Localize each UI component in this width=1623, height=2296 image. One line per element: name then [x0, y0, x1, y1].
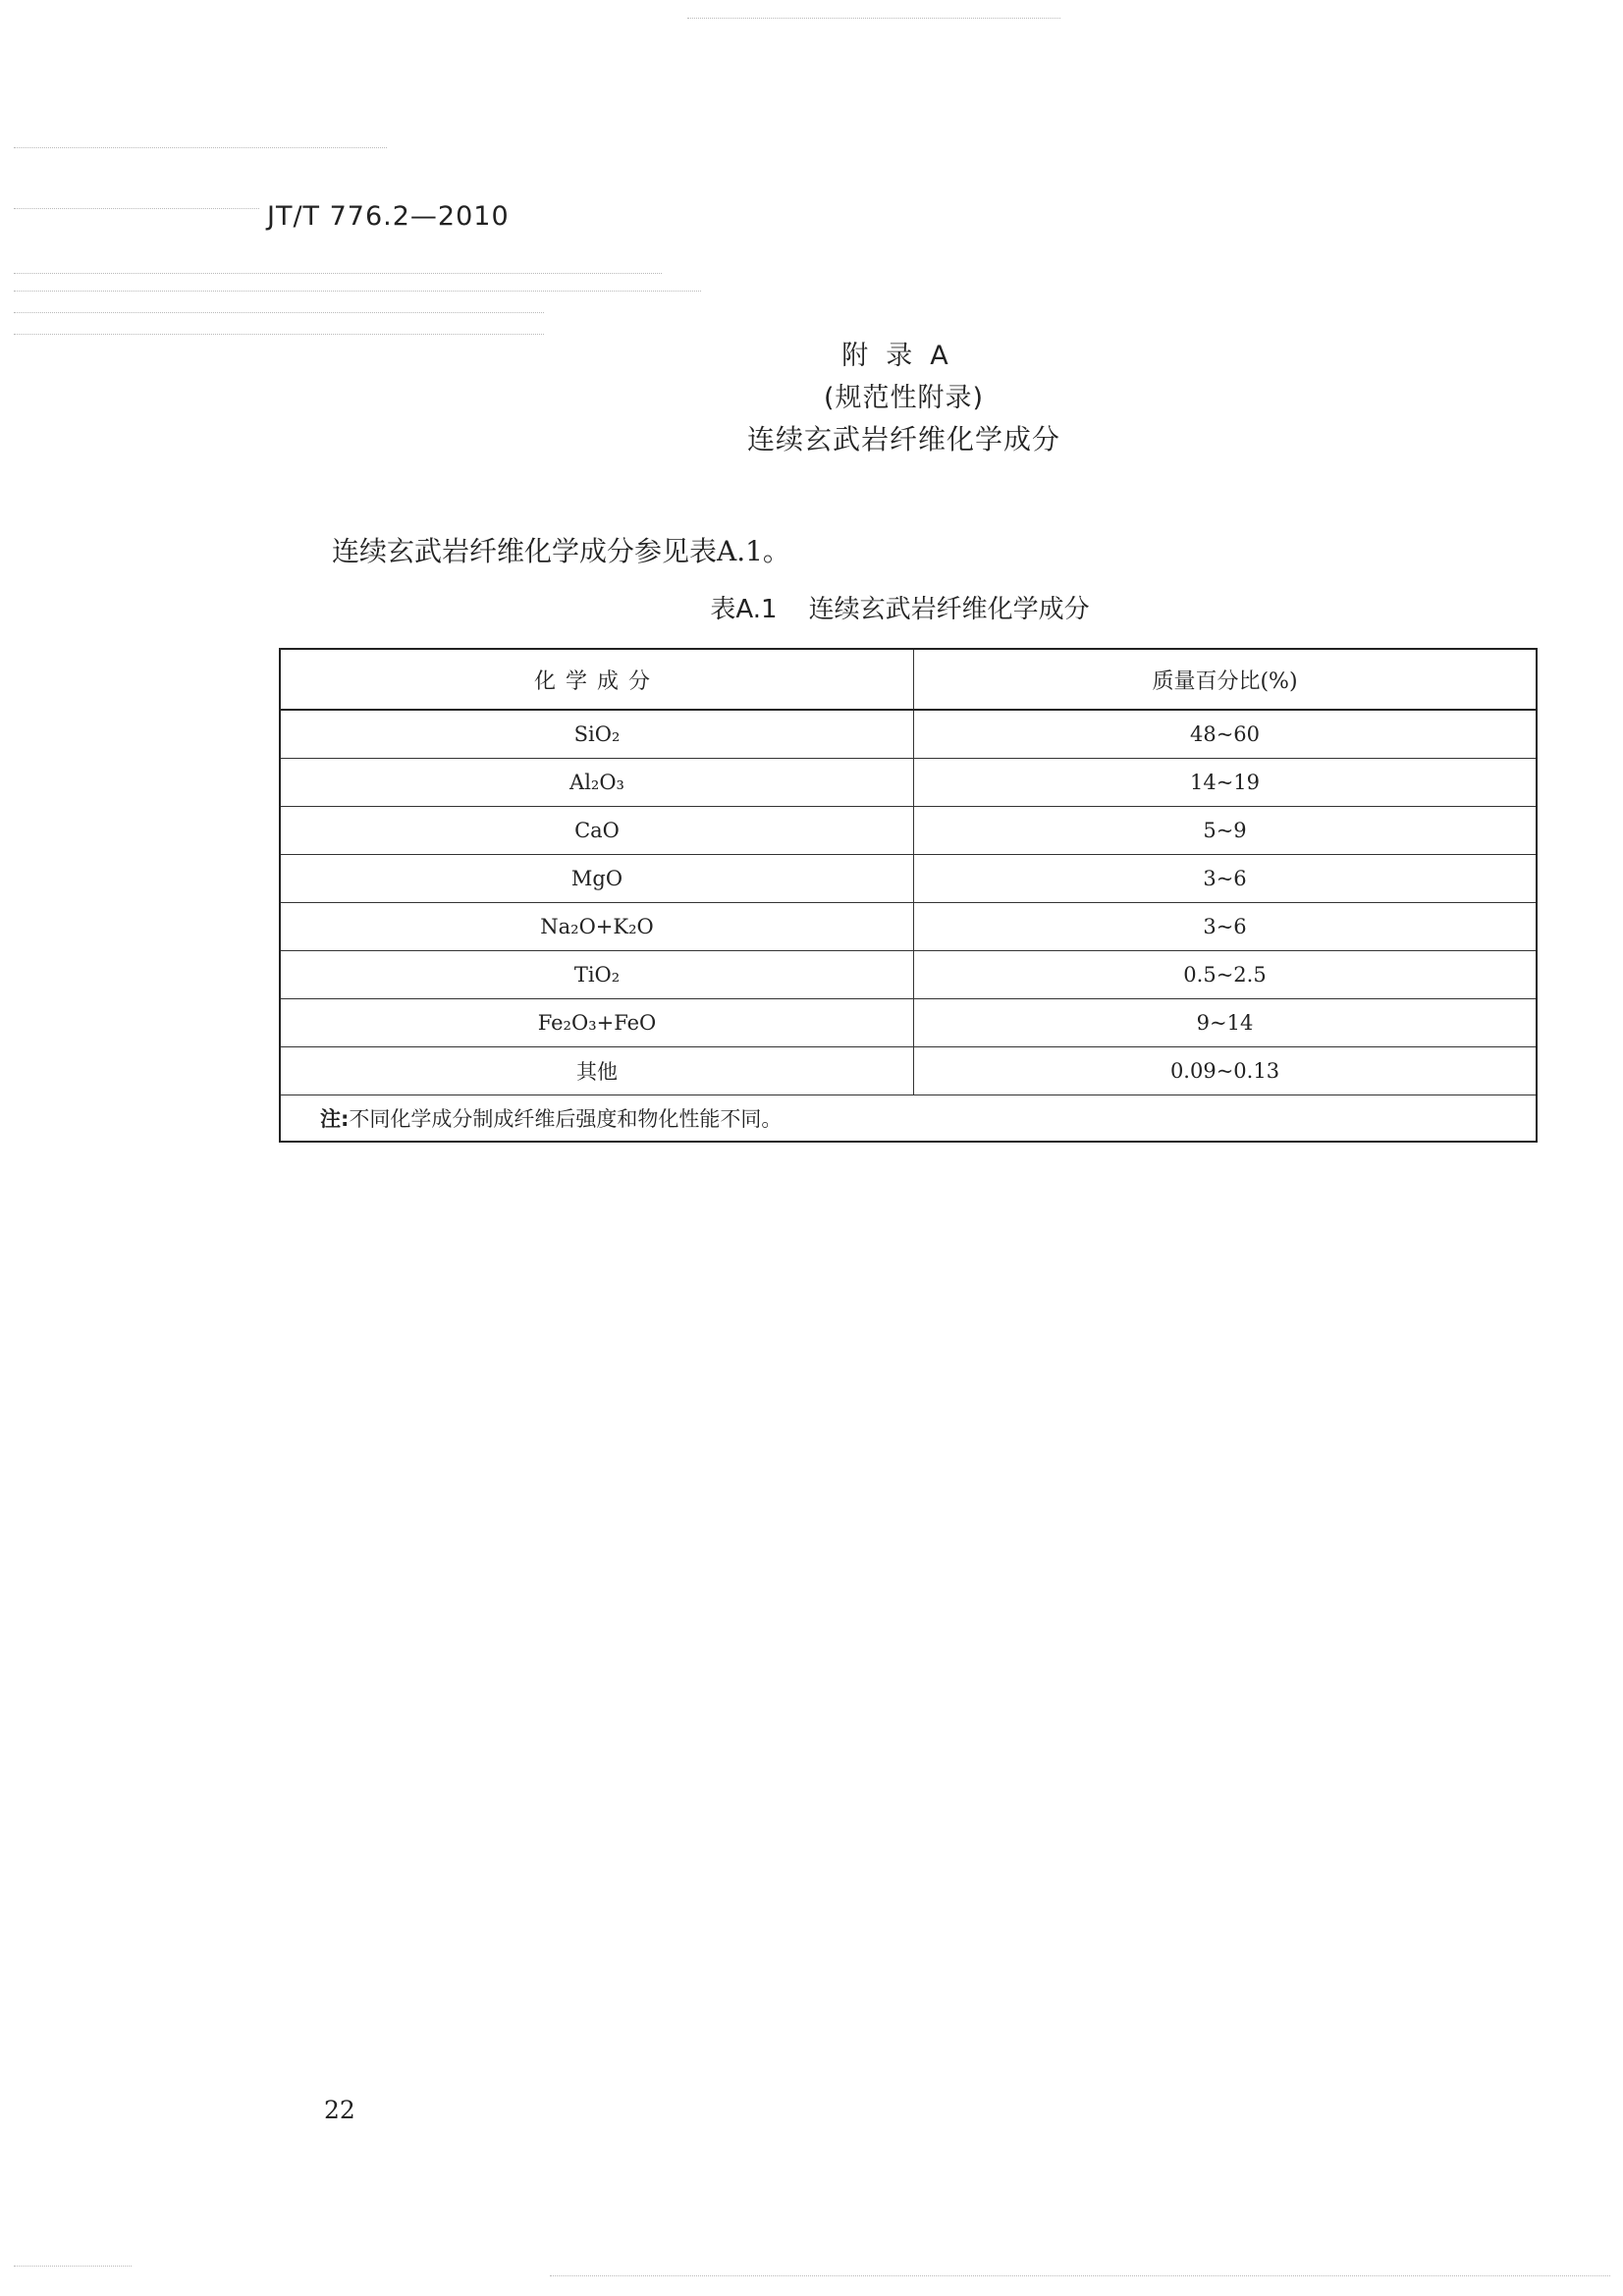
column-header-component: 化学成分	[280, 649, 914, 710]
component-cell: SiO₂	[280, 710, 914, 759]
table-caption-number: 表A.1	[710, 595, 778, 624]
table-row	[280, 903, 1537, 951]
intro-paragraph: 连续玄武岩纤维化学成分参见表A.1。	[332, 535, 790, 567]
appendix-name: 连续玄武岩纤维化学成分	[746, 423, 1060, 455]
component-cell: Al₂O₃	[280, 759, 914, 807]
table-row	[280, 807, 1537, 855]
mass-percent-cell: 5~9	[914, 807, 1538, 855]
table-note-text: 不同化学成分制成纤维后强度和物化性能不同。	[349, 1107, 783, 1131]
mass-percent-cell: 9~14	[914, 999, 1538, 1047]
mass-percent-cell: 0.09~0.13	[914, 1047, 1538, 1095]
component-cell: TiO₂	[280, 951, 914, 999]
component-cell: Fe₂O₃+FeO	[280, 999, 914, 1047]
mass-percent-cell: 14~19	[914, 759, 1538, 807]
mass-percent-cell: 0.5~2.5	[914, 951, 1538, 999]
table-caption-title: 连续玄武岩纤维化学成分	[808, 595, 1090, 624]
appendix-title: 附录A	[841, 341, 966, 371]
table-row	[280, 710, 1537, 759]
scan-artifact	[14, 2266, 132, 2267]
scan-artifact	[14, 291, 701, 292]
table-note-label: 注:	[320, 1107, 350, 1131]
scan-artifact	[550, 2275, 1610, 2276]
scan-artifact	[14, 312, 544, 313]
page-number: 22	[324, 2096, 355, 2124]
table-note-row	[280, 1095, 1537, 1143]
column-header-mass-percent: 质量百分比(%)	[914, 649, 1538, 710]
table-caption	[0, 589, 1623, 625]
component-cell: Na₂O+K₂O	[280, 903, 914, 951]
scan-artifact	[14, 208, 259, 209]
table-row	[280, 951, 1537, 999]
mass-percent-cell: 3~6	[914, 903, 1538, 951]
scan-artifact	[14, 147, 387, 148]
chemical-composition-table	[279, 648, 1538, 1143]
mass-percent-cell: 48~60	[914, 710, 1538, 759]
table-row	[280, 1047, 1537, 1095]
component-cell: CaO	[280, 807, 914, 855]
table-row	[280, 855, 1537, 903]
component-cell: MgO	[280, 855, 914, 903]
table-row	[280, 759, 1537, 807]
scan-artifact	[687, 18, 1060, 19]
table-header-row	[280, 649, 1537, 710]
standard-code: JT/T 776.2—2010	[267, 201, 510, 232]
appendix-type: (规范性附录)	[823, 383, 985, 413]
table-row	[280, 999, 1537, 1047]
component-cell: 其他	[280, 1047, 914, 1095]
mass-percent-cell: 3~6	[914, 855, 1538, 903]
scan-artifact	[14, 273, 662, 274]
table-note	[280, 1095, 1537, 1143]
